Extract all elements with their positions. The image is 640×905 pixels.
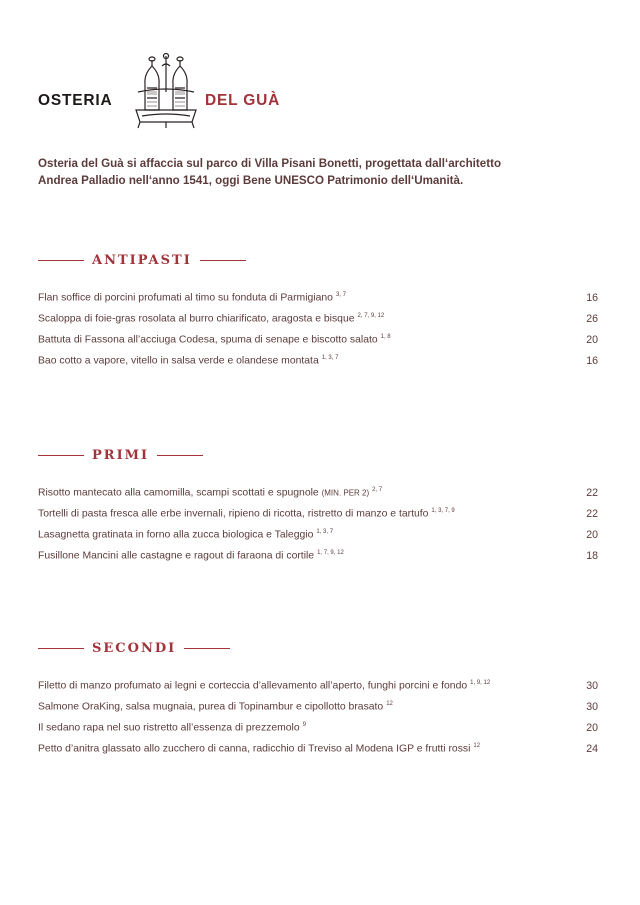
dish-name: Lasagnetta gratinata in forno alla zucca biologica e Taleggio <box>38 529 314 541</box>
allergens: 1, 7, 9, 12 <box>317 550 344 556</box>
divider <box>38 648 84 649</box>
section-antipasti <box>38 250 598 376</box>
dish-name: Battuta di Fassona all’acciuga Codesa, spuma di senape e biscotto salato <box>38 334 378 346</box>
dish-price: 20 <box>586 334 598 346</box>
dish-price: 20 <box>586 529 598 541</box>
dish-note: (MIN. PER 2) <box>321 488 370 498</box>
intro-line: Andrea Palladio nell‘anno 1541, oggi Bene UNESCO Patrimonio dell‘Umanità. <box>38 174 464 187</box>
intro-line: Osteria del Guà si affaccia sul parco di Villa Pisani Bonetti, progettata dall‘architetto <box>38 157 502 170</box>
menu-list <box>38 487 598 571</box>
header <box>38 50 598 130</box>
dish-name: Flan soffice di porcini profumati al timo su fonduta di Parmigiano <box>38 292 333 304</box>
allergens: 2, 7, 9, 12 <box>357 313 385 319</box>
dish-price: 30 <box>586 680 598 692</box>
menu-item <box>38 550 598 571</box>
menu-item <box>38 680 598 701</box>
section-title <box>38 638 598 658</box>
dish-name: Salmone OraKing, salsa mugnaia, purea di Topinambur e cipollotto brasato <box>38 701 384 713</box>
dish-name: Scaloppa di foie-gras rosolata al burro chiarificato, aragosta e bisque <box>38 313 355 325</box>
brand-name-left: OSTERIA <box>38 92 113 109</box>
menu-item <box>38 292 598 313</box>
dish-price: 22 <box>586 508 598 520</box>
allergens: 1, 8 <box>380 334 391 340</box>
divider <box>38 455 84 456</box>
dish-price: 16 <box>586 292 598 304</box>
dish-name: Petto d’anitra glassato allo zucchero di canna, radicchio di Treviso al Modena IGP e frutti rossi <box>38 743 471 755</box>
dish-price: 30 <box>586 701 598 713</box>
menu-item <box>38 701 598 722</box>
dish-name: Bao cotto a vapore, vitello in salsa verde e olandese montata <box>38 355 319 367</box>
allergens: 2, 7 <box>372 487 383 493</box>
dish-price: 22 <box>586 487 598 499</box>
dish-name: Il sedano rapa nel suo ristretto all’essenza di prezzemolo <box>38 722 300 734</box>
menu-item <box>38 722 598 743</box>
divider <box>184 648 230 649</box>
divider <box>200 260 246 261</box>
dish-name: Filetto di manzo profumato ai legni e corteccia d’allevamento all’aperto, funghi porcini e fondo <box>38 680 468 692</box>
menu-list <box>38 292 598 376</box>
allergens: 3, 7 <box>335 292 346 298</box>
menu-item <box>38 487 598 508</box>
menu-item <box>38 313 598 334</box>
dish-price: 26 <box>586 313 598 325</box>
cruet-set-icon <box>132 52 200 130</box>
section-title-label: ANTIPASTI <box>92 252 192 268</box>
allergens: 1, 9, 12 <box>470 680 491 686</box>
section-primi <box>38 445 598 571</box>
dish-name: Tortelli di pasta fresca alle erbe invernali, ripieno di ricotta, ristretto di manzo e tartufo <box>38 508 429 520</box>
menu-item <box>38 508 598 529</box>
dish-price: 20 <box>586 722 598 734</box>
menu-item <box>38 355 598 376</box>
allergens: 1, 3, 7, 9 <box>431 508 455 514</box>
brand-name-right: DEL GUÀ <box>205 92 281 109</box>
allergens: 12 <box>473 743 481 749</box>
section-title <box>38 445 598 465</box>
section-title <box>38 250 598 270</box>
menu-item <box>38 334 598 355</box>
dish-price: 16 <box>586 355 598 367</box>
divider <box>157 455 203 456</box>
allergens: 12 <box>386 701 393 707</box>
allergens: 1, 3, 7 <box>321 355 339 361</box>
intro-text <box>38 155 598 189</box>
section-title-label: PRIMI <box>92 447 150 463</box>
dish-price: 18 <box>586 550 598 562</box>
dish-name: Fusillone Mancini alle castagne e ragout di faraona di cortile <box>38 550 315 562</box>
divider <box>38 260 84 261</box>
allergens: 1, 3, 7 <box>316 529 334 535</box>
menu-list <box>38 680 598 764</box>
menu-item <box>38 743 598 764</box>
section-secondi <box>38 638 598 764</box>
dish-name: Risotto mantecato alla camomilla, scampi scottati e spugnole <box>38 487 319 499</box>
menu-item <box>38 529 598 550</box>
section-title-label: SECONDI <box>92 640 177 656</box>
dish-price: 24 <box>586 743 598 755</box>
allergens: 9 <box>302 722 306 728</box>
